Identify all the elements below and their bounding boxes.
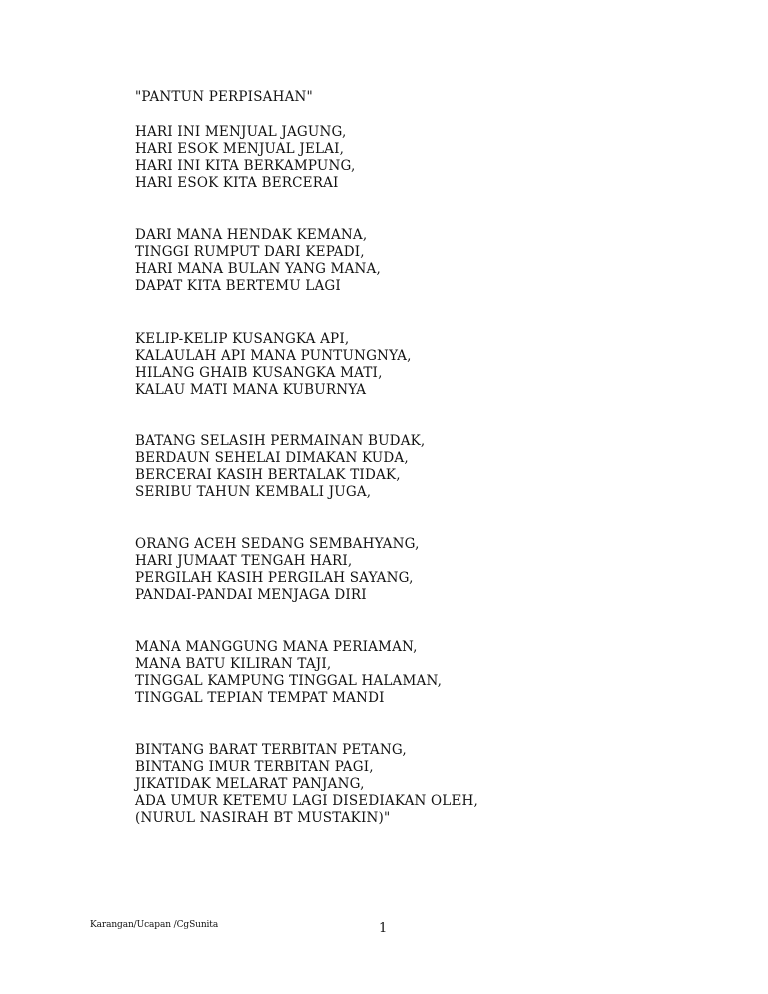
poem-line: ADA UMUR KETEMU LAGI DISEDIAKAN OLEH,: [135, 793, 478, 809]
stanza-6: [135, 639, 442, 707]
poem-line: KALAU MATI MANA KUBURNYA: [135, 382, 367, 398]
poem-line: MANA BATU KILIRAN TAJI,: [135, 656, 332, 672]
poem-line: HILANG GHAIB KUSANGKA MATI,: [135, 365, 383, 381]
stanza-7: [135, 742, 478, 827]
poem-line: SERIBU TAHUN KEMBALI JUGA,: [135, 484, 372, 500]
stanza-1: [135, 124, 356, 192]
poem-line: PANDAI-PANDAI MENJAGA DIRI: [135, 587, 367, 603]
poem-line: MANA MANGGUNG MANA PERIAMAN,: [135, 639, 418, 655]
poem-line: HARI ESOK KITA BERCERAI: [135, 175, 339, 191]
poem-title: "PANTUN PERPISAHAN": [135, 89, 313, 105]
poem-line: BERDAUN SEHELAI DIMAKAN KUDA,: [135, 450, 409, 466]
footer-label: Karangan/Ucapan /CgSunita: [90, 920, 219, 930]
stanza-5: [135, 536, 420, 604]
poem-line: DAPAT KITA BERTEMU LAGI: [135, 278, 341, 294]
poem-line: TINGGAL KAMPUNG TINGGAL HALAMAN,: [135, 673, 443, 689]
poem-line: BATANG SELASIH PERMAINAN BUDAK,: [135, 433, 426, 449]
poem-line: TINGGI RUMPUT DARI KEPADI,: [135, 244, 365, 260]
stanza-2: [135, 227, 381, 295]
poem-line: HARI INI KITA BERKAMPUNG,: [135, 158, 356, 174]
poem-line: BINTANG IMUR TERBITAN PAGI,: [135, 759, 374, 775]
poem-line: HARI MANA BULAN YANG MANA,: [135, 261, 381, 277]
poem-line: TINGGAL TEPIAN TEMPAT MANDI: [135, 690, 385, 706]
author-credit: (NURUL NASIRAH BT MUSTAKIN)": [135, 810, 391, 826]
poem-line: DARI MANA HENDAK KEMANA,: [135, 227, 368, 243]
poem-line: HARI JUMAAT TENGAH HARI,: [135, 553, 353, 569]
poem-line: BINTANG BARAT TERBITAN PETANG,: [135, 742, 407, 758]
poem-line: HARI ESOK MENJUAL JELAI,: [135, 141, 345, 157]
poem-line: ORANG ACEH SEDANG SEMBAHYANG,: [135, 536, 420, 552]
poem-line: KALAULAH API MANA PUNTUNGNYA,: [135, 348, 412, 364]
poem-line: PERGILAH KASIH PERGILAH SAYANG,: [135, 570, 414, 586]
poem-line: HARI INI MENJUAL JAGUNG,: [135, 124, 347, 140]
stanza-4: [135, 433, 425, 501]
stanza-3: [135, 331, 412, 399]
poem-line: JIKATIDAK MELARAT PANJANG,: [135, 776, 365, 792]
poem-line: BERCERAI KASIH BERTALAK TIDAK,: [135, 467, 401, 483]
page-number: 1: [379, 921, 388, 936]
poem-line: KELIP-KELIP KUSANGKA API,: [135, 331, 350, 347]
